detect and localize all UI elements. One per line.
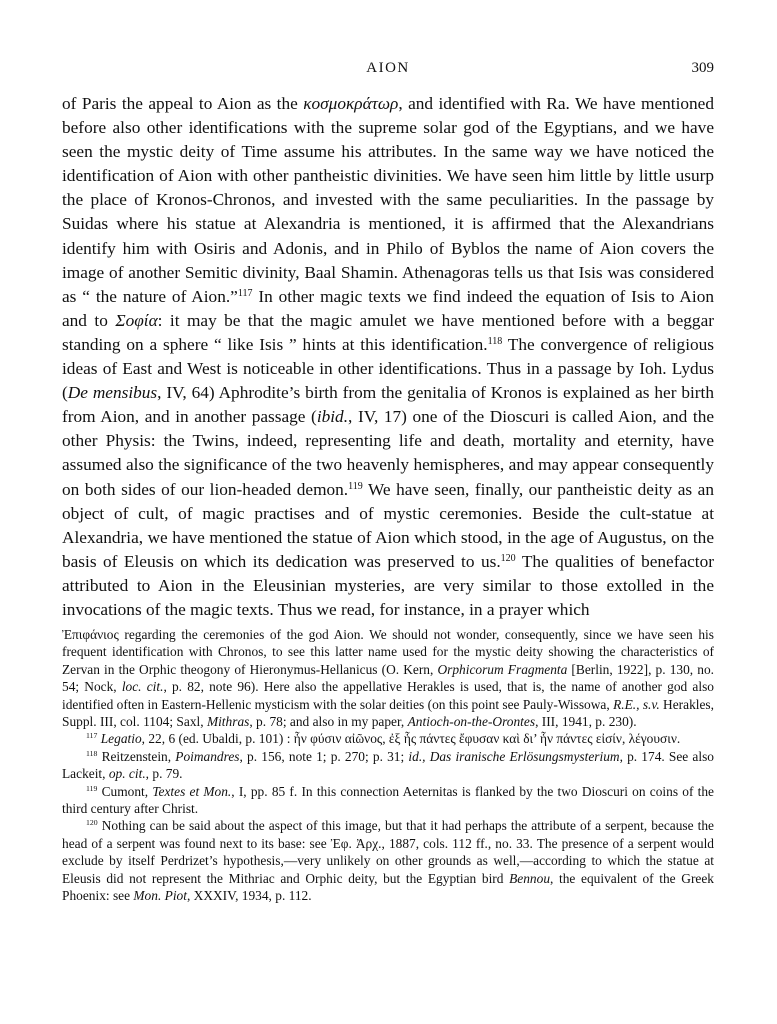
footnote-120 [62, 817, 714, 904]
note-text: , the equivalent of the Greek Phoenix: see [62, 870, 714, 904]
note-italic: loc. cit. [121, 679, 164, 695]
note-text: Reitzenstein, [101, 748, 176, 764]
body-text: We have seen, finally, our pantheistic deity as an object of cult, of magic practises and of mystic ceremonies. Beside the cult-statue at Alexandria, we have mentioned the statue of Aion which stood, in the age of Augustus, on the basis of Eleusis on which its dedication was preserved to us. [62, 479, 714, 571]
body-text: , IV, 17) one of the Dioscuri is called Aion, and the other Physis: the Twins, indeed, representing life and death, mortality and eternity, have assumed also the significance of the two heavenly hemispheres, and may appear consequently on both sides of our lion-headed demon. [62, 407, 715, 499]
body-text: of Paris the appeal to Aion as the [62, 94, 304, 113]
footnote-ref: 119 [348, 480, 363, 492]
running-title: AION [366, 60, 410, 76]
note-text: , III, 1941, p. 230). [535, 714, 637, 730]
note-text: , p. 78; and also in my paper, [249, 714, 408, 730]
footnote-number: 120 [86, 818, 98, 828]
note-italic: R.E., s.v. [613, 696, 660, 712]
body-text: , and identified with Ra. We have mentioned before also other identifications with the supreme solar god of the Egyptians, and we have seen the mystic deity of Time assume his attributes. In the same way we have noticed the identification of Aion with other pantheistic divinities. We have seen him little by little usurp the place of Kronos-Chronos, and invested with the same peculiarities. In the passage by Suidas where his statue at Alexandria is mentioned, it is affirmed that the Alexandrians identify him with Osiris and Adonis, and in Philo of Byblos the name of Aion covers the image of another Semitic divinity, Baal Shamin. Athenagoras tells us that Isis was considered as “ the nature of Aion.” [62, 94, 714, 306]
note-italic: Poimandres [175, 748, 240, 764]
italic-abbrev: ibid. [316, 407, 349, 427]
note-italic: Bennou [509, 870, 551, 886]
note-text: , 1887, cols. 112 ff., no. 33. The presence of a serpent would exclude by itself Perdrizet’s hypothesis,—very unlikely on other grounds as well,—according to which the statue at Eleusis did not represent the Mithriac and Orphic deity, but the Egyptian bird [62, 835, 714, 886]
footnote-number: 119 [86, 783, 98, 793]
note-italic: op. cit. [108, 766, 146, 782]
note-text: regarding the ceremonies of the god Aion. We should not wonder, consequently, since we have seen his frequent identification with Chronos, to see this latter name used for the mystic deity showing the characteristics of Zervan in the Orphic theogony of Hieronymus-Hellanicus (O. Kern, [62, 627, 714, 677]
body-text: : it may be that the magic amulet we have mentioned before with a beggar standing on a sphere “ like Isis ” hints at this identification. [62, 310, 714, 354]
footnote-119 [62, 783, 714, 818]
greek-quote: ἦν φύσιν αἰῶνος, ἐξ ἧς πάντες ἔφυσαν καὶ δι’ ἧν πάντες εἰσίν, λέγουσιν. [293, 731, 681, 747]
greek-term: Σοφία [115, 310, 158, 330]
note-text: , p. 174. See also Lackeit, [62, 748, 714, 782]
footnote-ref: 118 [487, 335, 503, 347]
note-text: , 22, 6 (ed. Ubaldi, p. 101) : [141, 731, 294, 747]
body-text: In other magic texts we find indeed the equation of Isis to Aion and to [62, 286, 714, 330]
footnotes [62, 626, 714, 905]
note-italic: Mithras [206, 714, 250, 730]
footnote-118 [62, 748, 714, 783]
note-text: , p. 156, note 1; p. 270; p. 31; [239, 748, 409, 764]
note-italic: Textes et Mon. [152, 783, 232, 799]
page-header [62, 60, 714, 82]
note-italic: Mon. Piot [133, 888, 187, 904]
greek-term: κοσμοκράτωρ [303, 94, 399, 113]
greek-term: Ἐφ. Ἀρχ. [330, 835, 382, 851]
note-italic: Antioch-on-the-Orontes [407, 714, 536, 730]
note-text: , XXXIV, 1934, p. 112. [186, 888, 312, 904]
note-text: Herakles, Suppl. III, col. 1104; Saxl, [62, 696, 714, 730]
note-italic: id., Das iranische Erlösungsmysterium [408, 748, 620, 764]
note-text: , p. 79. [145, 766, 183, 782]
greek-term: Ἐπιφάνιος [62, 627, 119, 642]
note-text: Nothing can be said about the aspect of this image, but that it had perhaps the attribute of a serpent, because the head of a serpent was found next to its base: see [62, 818, 714, 851]
footnote-continued [62, 626, 714, 730]
body-text: The convergence of religious ideas of East and West is noticeable in other identifications. Thus in a passage by Ioh. Lydus ( [62, 334, 714, 403]
footnote-number: 117 [86, 731, 98, 741]
footnote-ref: 117 [237, 287, 253, 299]
body-text: The qualities of benefactor attributed to Aion in the Eleusinian mysteries, are very similar to those extolled in the invocations of the magic texts. Thus we read, for instance, in a prayer which [62, 551, 714, 619]
body-text: , IV, 64) Aphrodite’s birth from the genitalia of Kronos is explained as her birth from Aion, and in another passage ( [62, 383, 714, 427]
footnote-number: 118 [86, 749, 98, 759]
note-italic: Orphicorum Fragmenta [437, 661, 568, 677]
italic-title: De mensibus [67, 383, 158, 403]
footnote-117 [62, 730, 714, 747]
body-paragraph [62, 92, 714, 622]
note-text: Cumont, [101, 783, 153, 799]
footnote-ref: 120 [500, 552, 516, 564]
page-number: 309 [691, 60, 714, 76]
note-text: , p. 82, note 96). Here also the appellative Herakles is used, that is, the name of another god also identified often in Eastern-Hellenic mysticism with the solar deities (on this point see Pauly-Wissowa, [62, 679, 714, 712]
note-text: , I, pp. 85 f. In this connection Aeternitas is flanked by the two Dioscuri on coins of the third century after Christ. [62, 783, 714, 817]
note-italic: Legatio [100, 731, 142, 747]
note-text: [Berlin, 1922], p. 130, no. 54; Nock, [62, 661, 714, 695]
